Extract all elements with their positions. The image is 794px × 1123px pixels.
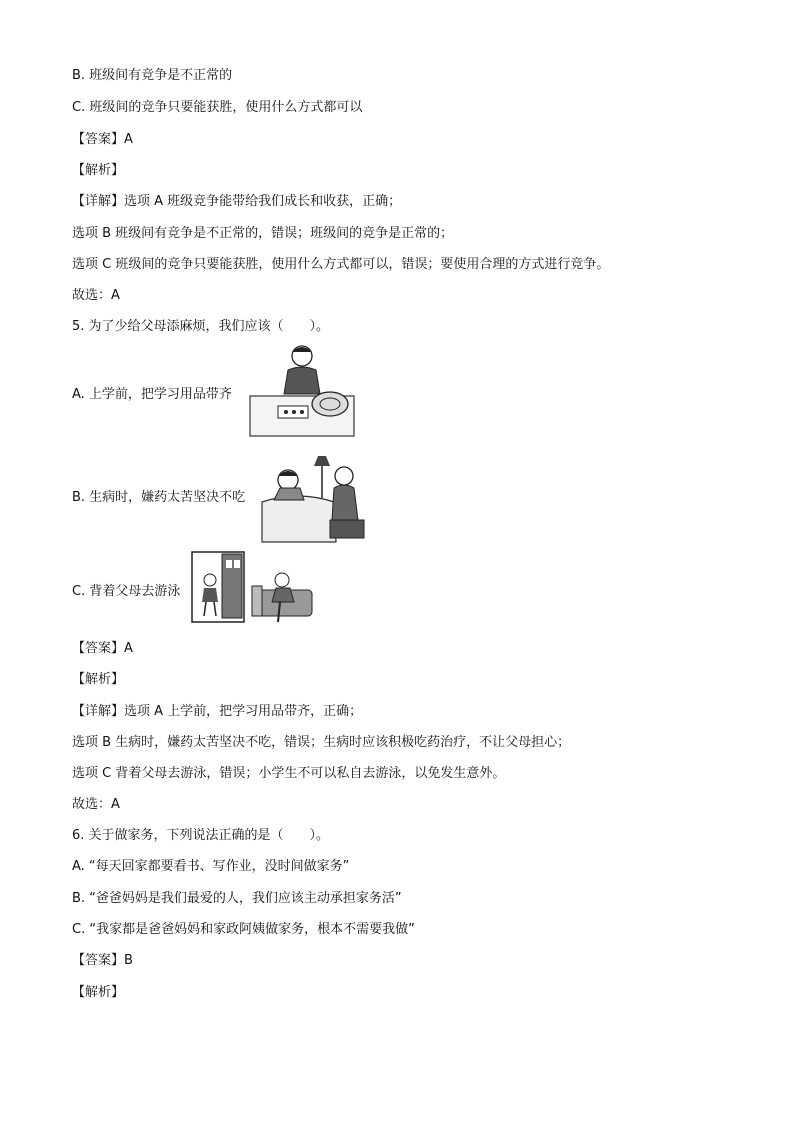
detail-q4-c: 选项 C 班级间的竞争只要能获胜，使用什么方式都可以，错误；要使用合理的方式进行竞争。 [72,257,610,272]
detail-q5-c: 选项 C 背着父母去游泳，错误；小学生不可以私自去游泳，以免发生意外。 [72,766,506,781]
analysis-label-q5: 【解析】 [72,672,125,687]
conclusion-q4: 故选：A [72,288,120,303]
detail-q5-a: 【详解】选项 A 上学前，把学习用品带齐，正确； [72,704,363,719]
option-c-q6: C. “我家都是爸爸妈妈和家政阿姨做家务，根本不需要我做” [72,922,415,937]
option-b-q6: B. “爸爸妈妈是我们最爱的人，我们应该主动承担家务活” [72,891,402,906]
analysis-label-q6: 【解析】 [72,985,125,1000]
option-b-q5: B. 生病时，嫌药太苦坚决不吃 [72,490,246,505]
option-b-illustration [258,446,368,546]
question-5: 5. 为了少给父母添麻烦，我们应该（ ）。 [72,319,330,334]
detail-q4-b: 选项 B 班级间有竞争是不正常的，错误；班级间的竞争是正常的； [72,226,454,241]
detail-q4-a: 【详解】选项 A 班级竞争能带给我们成长和收获，正确； [72,194,402,209]
analysis-label-q4: 【解析】 [72,163,125,178]
detail-q5-b: 选项 B 生病时，嫌药太苦坚决不吃，错误；生病时应该积极吃药治疗，不让父母担心； [72,735,571,750]
line-option-b-q4: B. 班级间有竞争是不正常的 [72,68,233,83]
answer-q6: 【答案】B [72,953,133,968]
option-a-illustration [248,342,356,438]
option-c-q5: C. 背着父母去游泳 [72,584,181,599]
option-a-q5: A. 上学前，把学习用品带齐 [72,387,232,402]
option-c-illustration [190,550,316,626]
line-option-c-q4: C. 班级间的竞争只要能获胜，使用什么方式都可以 [72,100,363,115]
answer-q5: 【答案】A [72,641,133,656]
answer-q4: 【答案】A [72,132,133,147]
conclusion-q5: 故选：A [72,797,120,812]
question-6: 6. 关于做家务，下列说法正确的是（ ）。 [72,828,330,843]
option-a-q6: A. “每天回家都要看书、写作业，没时间做家务” [72,859,350,874]
